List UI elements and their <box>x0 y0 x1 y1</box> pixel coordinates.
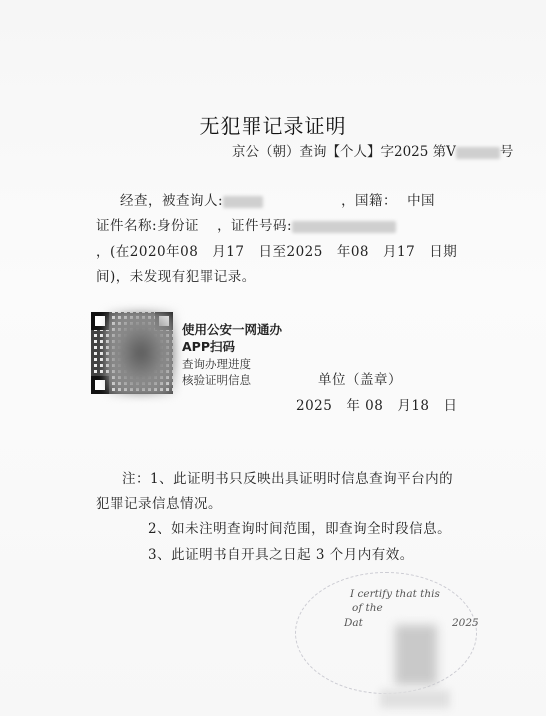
stamp-line-1: I certify that this <box>350 588 440 600</box>
stamp-redaction <box>395 625 437 685</box>
document-type-value: 身份证 <box>157 218 200 234</box>
subject-label: 经查，被查询人: <box>120 193 224 209</box>
document-type-label: 证件名称: <box>96 218 158 234</box>
reference-suffix: 号 <box>499 144 514 160</box>
qr-caption-scan: APP扫码 <box>182 339 235 354</box>
redacted-name <box>223 196 263 208</box>
stamp-line-3: Dat <box>344 617 363 629</box>
nationality-label: ，国籍： <box>341 193 398 209</box>
qr-caption-verify: 核验证明信息 <box>182 373 251 387</box>
body-line-4: 间)，未发现有犯罪记录。 <box>96 269 256 285</box>
body-line-2 <box>96 214 396 234</box>
reference-number <box>232 140 513 160</box>
qr-caption-app: 使用公安一网通办 <box>182 322 283 337</box>
nationality-value: 中国 <box>407 193 436 209</box>
note-2: 2、如未注明查询时间范围，即查询全时段信息。 <box>148 521 452 537</box>
note-1-continued: 犯罪记录信息情况。 <box>96 496 222 512</box>
footer-redaction <box>380 690 450 708</box>
note-1: 注：1、此证明书只反映出具证明时信息查询平台内的 <box>122 471 454 487</box>
document-title: 无犯罪记录证明 <box>199 114 347 138</box>
document-number-label: ，证件号码: <box>217 218 293 234</box>
issue-date: 2025 年 08 月18 日 <box>296 398 458 414</box>
redacted-id-number <box>292 221 396 233</box>
reference-prefix: 京公（朝）查询【个人】字2025 第V <box>232 144 456 160</box>
body-line-1 <box>120 189 435 209</box>
seal-label: 单位（盖章） <box>318 372 402 388</box>
qr-redaction <box>105 310 177 396</box>
body-line-3: ，(在2020年08 月17 日至2025 年08 月17 日期 <box>96 244 458 260</box>
qr-caption-progress: 查询办理进度 <box>182 357 251 371</box>
redacted-reference <box>456 147 500 159</box>
stamp-line-4: 2025 <box>452 617 479 629</box>
note-3: 3、此证明书自开具之日起 3 个月内有效。 <box>148 547 414 563</box>
stamp-line-2: of the <box>352 602 383 614</box>
